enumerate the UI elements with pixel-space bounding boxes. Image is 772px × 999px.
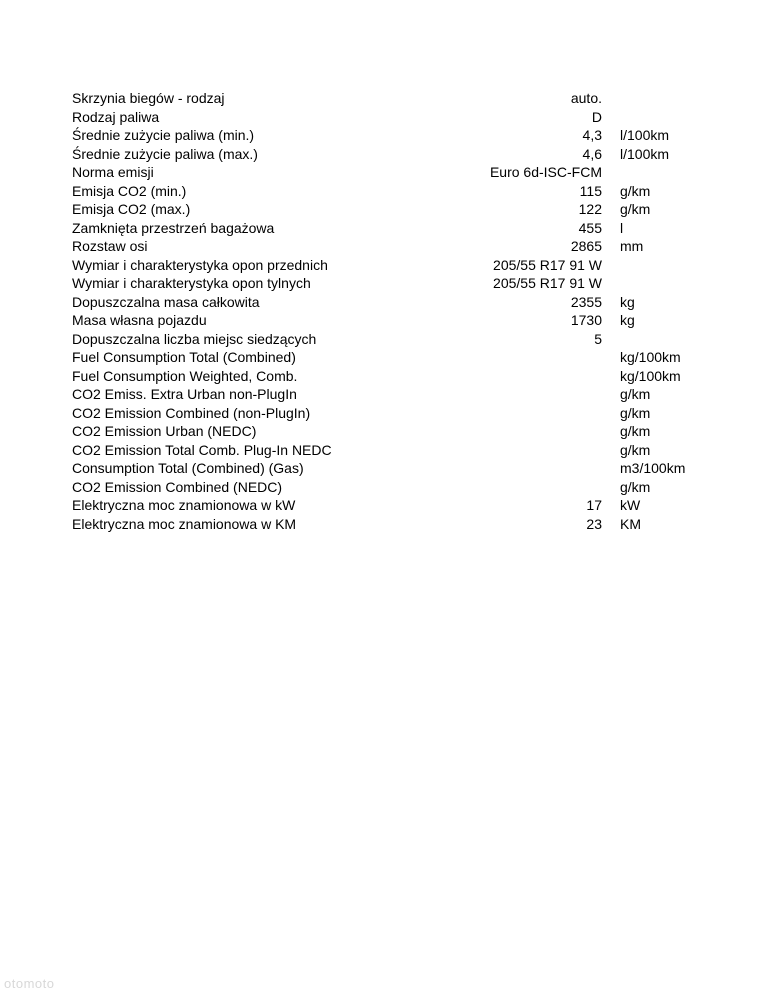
- spec-row-transmission: [72, 89, 712, 108]
- row-unit: kg/100km: [620, 367, 681, 384]
- row-value: 1730: [570, 312, 602, 328]
- spec-row-electric-power-kw: [72, 496, 712, 515]
- watermark: otomoto: [4, 976, 55, 991]
- row-label: CO2 Emission Urban (NEDC): [72, 423, 257, 439]
- row-unit: l/100km: [620, 145, 670, 162]
- row-label: Elektryczna moc znamionowa w kW: [72, 497, 296, 513]
- row-unit: g/km: [620, 386, 651, 402]
- spec-row-consumption-max: [72, 145, 712, 164]
- row-label: Średnie zużycie paliwa (min.): [72, 127, 255, 143]
- row-label: Dopuszczalna masa całkowita: [72, 293, 260, 310]
- spec-table: [72, 89, 712, 533]
- row-value: 115: [579, 182, 602, 199]
- row-unit: kg: [620, 312, 635, 328]
- row-unit: g/km: [620, 423, 651, 439]
- row-unit: KM: [620, 515, 641, 532]
- row-value: 4,3: [582, 127, 602, 143]
- spec-row-co2-combined-nedc: [72, 478, 712, 497]
- row-label: Fuel Consumption Weighted, Comb.: [72, 367, 298, 384]
- spec-row-consumption-gas: [72, 459, 712, 478]
- row-unit: g/km: [620, 478, 651, 495]
- spec-row-electric-power-km: [72, 515, 712, 534]
- row-unit: l: [620, 219, 624, 236]
- row-label: CO2 Emission Combined (NEDC): [72, 478, 283, 495]
- row-value: 5: [594, 330, 602, 347]
- row-label: Elektryczna moc znamionowa w KM: [72, 515, 297, 532]
- row-value: 23: [586, 515, 602, 532]
- spec-row-co2-max: [72, 200, 712, 219]
- row-value: 4,6: [582, 145, 602, 162]
- row-value: 2355: [570, 293, 602, 310]
- spec-row-consumption-min: [72, 126, 712, 145]
- row-unit: kg/100km: [620, 349, 681, 365]
- row-label: Emisja CO2 (min.): [72, 182, 187, 199]
- row-unit: g/km: [620, 404, 651, 421]
- spec-row-trunk-capacity: [72, 219, 712, 238]
- spec-row-co2-urban-nedc: [72, 422, 712, 441]
- spec-row-rear-tires: [72, 274, 712, 293]
- spec-row-wheelbase: [72, 237, 712, 256]
- row-value: 17: [586, 497, 602, 513]
- row-label: Wymiar i charakterystyka opon tylnych: [72, 275, 311, 291]
- row-unit: l/100km: [620, 127, 670, 143]
- row-label: CO2 Emiss. Extra Urban non-PlugIn: [72, 386, 297, 402]
- row-unit: mm: [620, 238, 644, 254]
- spec-row-co2-total-plugin-nedc: [72, 441, 712, 460]
- spec-row-fuel-consumption-total: [72, 348, 712, 367]
- row-label: Zamknięta przestrzeń bagażowa: [72, 219, 275, 236]
- row-label: CO2 Emission Combined (non-PlugIn): [72, 404, 311, 421]
- row-label: Norma emisji: [72, 164, 154, 180]
- row-label: Masa własna pojazdu: [72, 312, 207, 328]
- row-value: 2865: [570, 238, 602, 254]
- spec-row-fuel-consumption-weighted: [72, 367, 712, 386]
- spec-row-curb-weight: [72, 311, 712, 330]
- row-unit: g/km: [620, 441, 651, 458]
- spec-row-co2-combined-non-plugin: [72, 404, 712, 423]
- row-label: Consumption Total (Combined) (Gas): [72, 460, 304, 476]
- row-value: 122: [578, 201, 602, 217]
- row-value: Euro 6d-ISC-FCM: [489, 164, 602, 180]
- row-unit: g/km: [620, 201, 651, 217]
- spec-row-co2-extra-urban: [72, 385, 712, 404]
- row-unit: g/km: [620, 182, 651, 199]
- row-label: Rodzaj paliwa: [72, 108, 160, 125]
- spec-row-seats: [72, 330, 712, 349]
- row-label: Emisja CO2 (max.): [72, 201, 191, 217]
- row-label: Skrzynia biegów - rodzaj: [72, 90, 225, 106]
- row-value: 205/55 R17 91 W: [493, 256, 602, 273]
- row-label: Średnie zużycie paliwa (max.): [72, 145, 258, 162]
- row-label: Wymiar i charakterystyka opon przednich: [72, 256, 328, 273]
- spec-row-fuel-type: [72, 108, 712, 127]
- row-value: auto.: [570, 90, 602, 106]
- row-label: Rozstaw osi: [72, 238, 148, 254]
- row-unit: kg: [620, 293, 635, 310]
- row-label: Dopuszczalna liczba miejsc siedzących: [72, 330, 317, 347]
- row-label: Fuel Consumption Total (Combined): [72, 349, 296, 365]
- row-label: CO2 Emission Total Comb. Plug-In NEDC: [72, 441, 332, 458]
- spec-row-front-tires: [72, 256, 712, 275]
- spec-row-emission-norm: [72, 163, 712, 182]
- row-unit: m3/100km: [620, 460, 686, 476]
- row-value: D: [591, 108, 602, 125]
- spec-row-gross-weight: [72, 293, 712, 312]
- row-value: 455: [578, 219, 602, 236]
- spec-row-co2-min: [72, 182, 712, 201]
- row-value: 205/55 R17 91 W: [493, 275, 602, 291]
- row-unit: kW: [620, 497, 641, 513]
